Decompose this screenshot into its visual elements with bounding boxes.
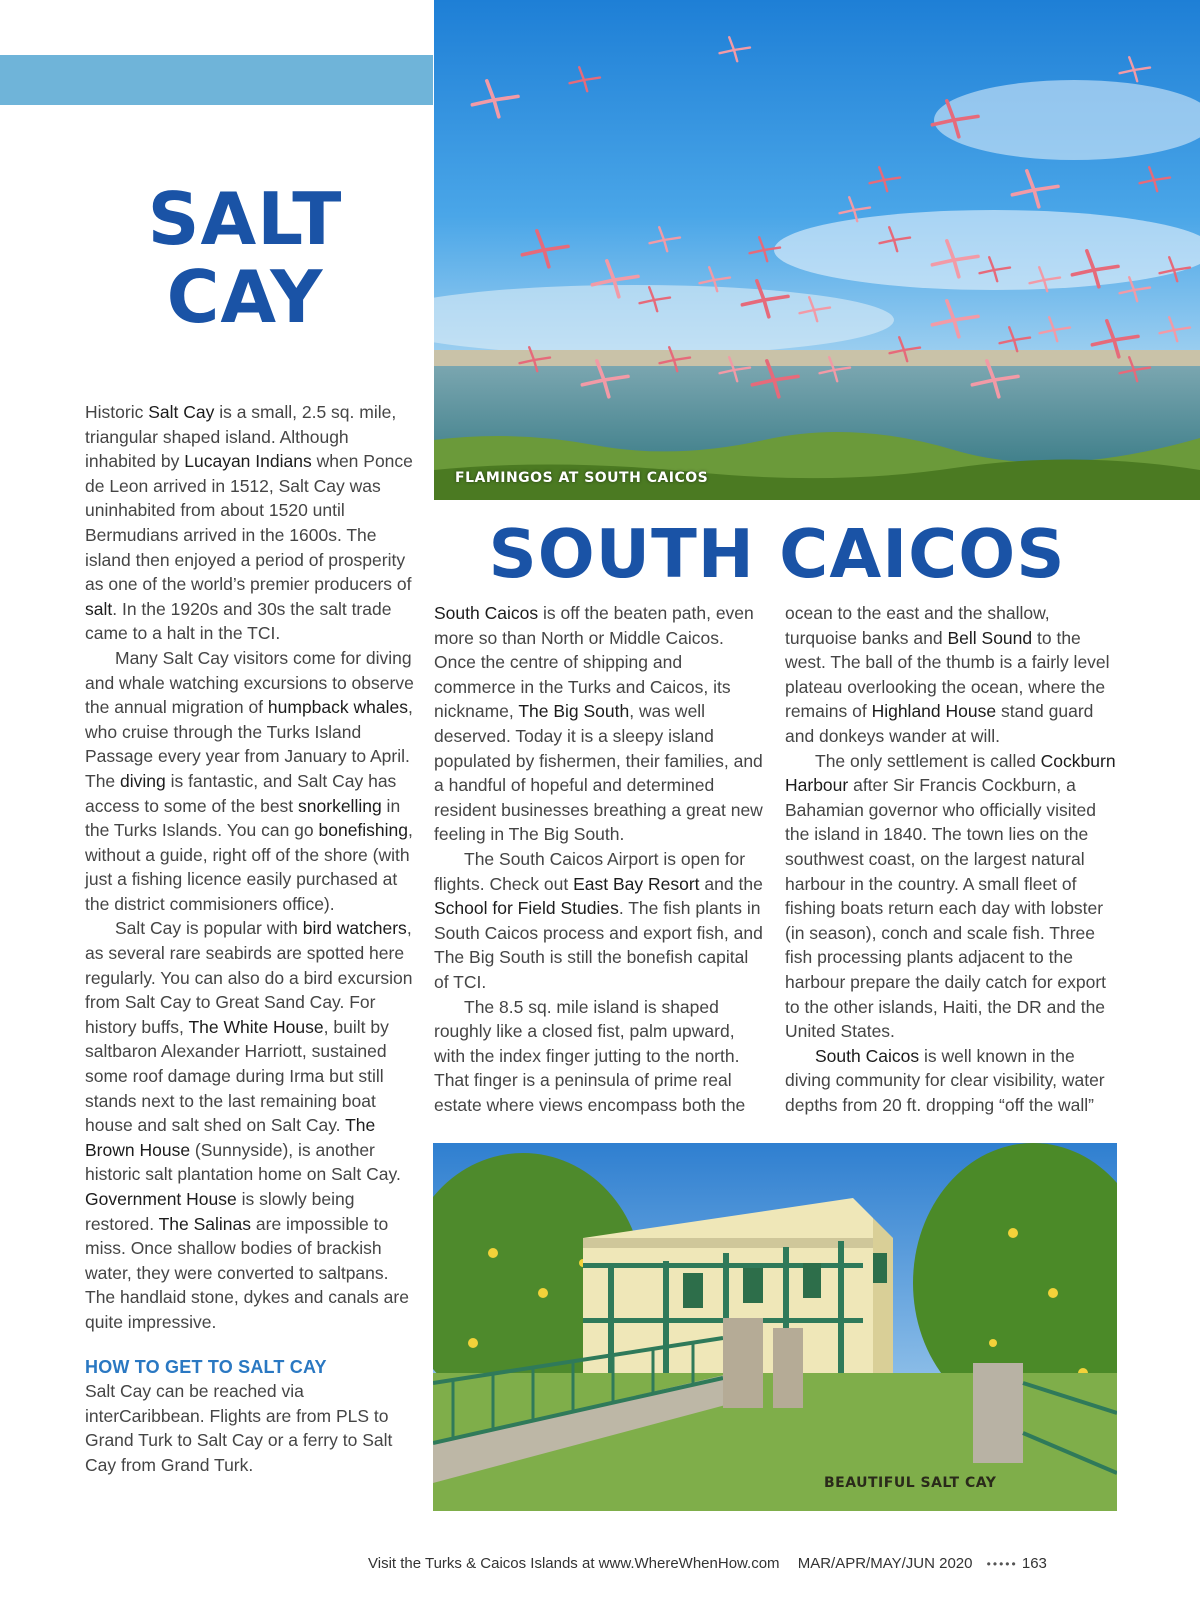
south-caicos-paragraph: The 8.5 sq. mile island is shaped roughly like a closed fist, palm upward, with the index finger jutting to the north. That finger is a peninsula of prime real estate where views encompass both the bbox=[434, 996, 746, 1115]
salt-cay-title bbox=[120, 177, 370, 339]
highlighted-term: Lucayan Indians bbox=[184, 451, 312, 472]
highlighted-term: The Brown House bbox=[85, 1115, 376, 1160]
south-caicos-paragraph: South Caicos is well known in the diving community for clear visibility, water depths from 20 ft. dropping “off the wall” bbox=[785, 1045, 1105, 1115]
salt-cay-house-caption: BEAUTIFUL SALT CAY bbox=[824, 1475, 997, 1491]
highlighted-term: Salt Cay bbox=[148, 402, 215, 422]
highlighted-term: Government House bbox=[85, 1189, 237, 1209]
salt-cay-paragraph: Many Salt Cay visitors come for diving and whale watching excursions to observe the annual migration of humpback whales, who cruise through the Turks Island Passage every year from January to April. The diving is fantastic, and Salt Cay has access to some of the best snorkelling in the Turks Islands. You can go bonefishing, without a guide, right off of the shore (with just a fishing licence easily purchased at the district commisioners office). bbox=[85, 647, 414, 914]
highlighted-term: diving bbox=[120, 770, 166, 791]
salt-cay-article bbox=[85, 400, 415, 1478]
south-caicos-paragraph: ocean to the east and the shallow, turquoise banks and Bell Sound to the west. The ball of the thumb is a fairly level plateau overlooking the ocean, where the remains of Highland House stand guard and donkeys wander at will. bbox=[785, 603, 1110, 746]
highlighted-term: Highland House bbox=[871, 701, 997, 722]
highlighted-term: bird watchers bbox=[302, 918, 407, 939]
highlighted-term: bonefishing bbox=[318, 820, 409, 841]
south-caicos-column-1 bbox=[434, 601, 767, 1117]
highlighted-term: salt bbox=[85, 598, 113, 619]
flamingos-photo bbox=[434, 0, 1200, 500]
south-caicos-column-2 bbox=[785, 601, 1120, 1117]
footer-visit-link[interactable]: Visit the Turks & Caicos Islands at www.WhereWhenHow.com bbox=[368, 1555, 780, 1572]
south-caicos-paragraph: South Caicos is off the beaten path, even more so than North or Middle Caicos. Once the centre of shipping and commerce in the Turks and Caicos, its nickname, The Big South, was well deserved. Today it is a sleepy island populated by fishermen, their families, and a handful of hopeful and determined resident businesses breathing a great new feeling in The Big South. bbox=[434, 603, 763, 845]
flamingos-caption: FLAMINGOS AT SOUTH CAICOS bbox=[455, 470, 709, 486]
salt-cay-title-line2: CAY bbox=[166, 255, 324, 339]
highlighted-term: East Bay Resort bbox=[573, 873, 700, 894]
flamingos-illustration bbox=[434, 0, 1200, 500]
south-caicos-title: SOUTH CAICOS bbox=[488, 515, 1066, 593]
salt-cay-house-illustration bbox=[433, 1143, 1117, 1511]
how-to-get-heading: HOW TO GET TO SALT CAY bbox=[85, 1356, 327, 1377]
footer-issue: MAR/APR/MAY/JUN 2020 bbox=[797, 1555, 973, 1572]
highlighted-term: The Big South bbox=[518, 701, 630, 722]
salt-cay-paragraph: Salt Cay is popular with bird watchers, as several rare seabirds are spotted here regularly. You can also do a bird excursion from Salt Cay to Great Sand Cay. For history buffs, The White House, built by saltbaron Alexander Harriott, sustained some roof damage during Irma but still stands next to the last remaining boat house and salt shed on Salt Cay. The Brown House (Sunnyside), is another historic salt plantation home on Salt Cay. Government House is slowly being restored. The Salinas are impossible to miss. Once shallow bodies of brackish water, they were converted to saltpans. The handlaid stone, dykes and canals are quite impressive. bbox=[85, 918, 413, 1332]
highlighted-term: The White House bbox=[188, 1016, 324, 1037]
highlighted-term: Bell Sound bbox=[947, 627, 1033, 648]
highlighted-term: snorkelling bbox=[298, 795, 382, 816]
footer-dots: ••••• bbox=[986, 1557, 1018, 1571]
salt-cay-paragraph: Historic Salt Cay is a small, 2.5 sq. mile, triangular shaped island. Although inhabited by Lucayan Indians when Ponce de Leon arrived in 1512, Salt Cay was uninhabited from about 1520 until Bermudians arrived in the 1600s. The island then enjoyed a period of prosperity as one of the world’s premier producers of salt. In the 1920s and 30s the salt trade came to a halt in the TCI. bbox=[85, 402, 413, 644]
highlighted-term: Cockburn Harbour bbox=[785, 750, 1116, 796]
highlighted-term: School for Field Studies bbox=[434, 898, 619, 919]
page-footer bbox=[368, 1555, 1120, 1572]
south-caicos-paragraph: The only settlement is called Cockburn Harbour after Sir Francis Cockburn, a Bahamian governor who officially visited the island in 1840. The town lies on the southwest coast, on the largest natural harbour in the country. A small fleet of fishing boats return each day with lobster (in season), conch and scale fish. Three fish processing plants adjacent to the harbour prepare the daily catch for export to the other islands, Haiti, the DR and the United States. bbox=[785, 750, 1116, 1042]
highlighted-term: South Caicos bbox=[434, 603, 539, 623]
salt-cay-house-photo bbox=[433, 1143, 1117, 1511]
south-caicos-paragraph: The South Caicos Airport is open for flights. Check out East Bay Resort and the School for Field Studies. The fish plants in South Caicos process and export fish, and The Big South is still the bonefish capital of TCI. bbox=[434, 848, 763, 992]
how-to-get-text: Salt Cay can be reached via interCaribbean. Flights are from PLS to Grand Turk to Salt Cay or a ferry to Salt Cay from Grand Turk. bbox=[85, 1381, 393, 1475]
highlighted-term: South Caicos bbox=[815, 1045, 920, 1066]
highlighted-term: The Salinas bbox=[158, 1213, 252, 1234]
salt-cay-title-line1: SALT bbox=[147, 177, 343, 261]
page-number: 163 bbox=[1021, 1555, 1047, 1572]
highlighted-term: humpback whales bbox=[267, 697, 408, 718]
header-color-band bbox=[0, 55, 433, 105]
